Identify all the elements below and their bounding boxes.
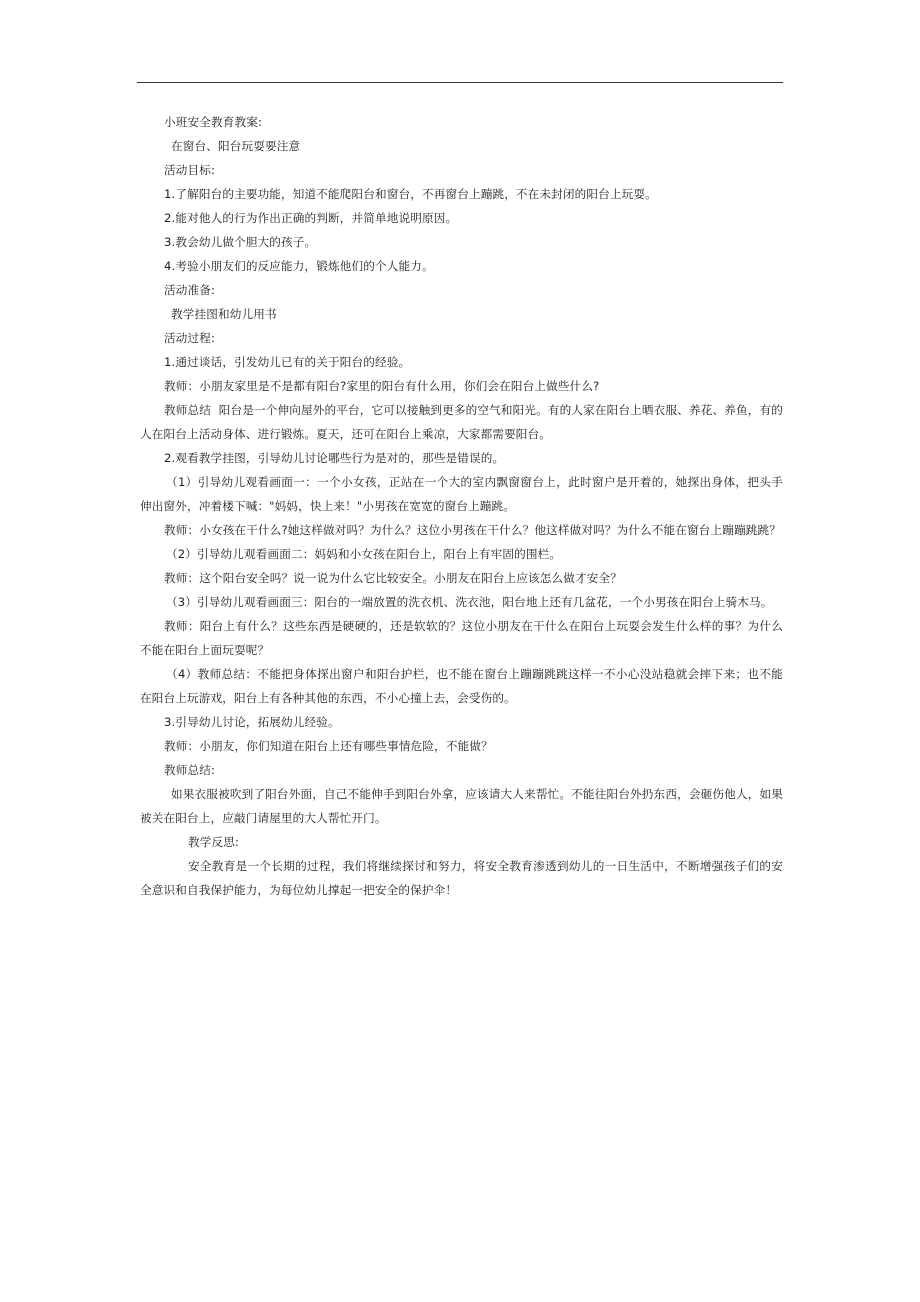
body-paragraph: 教师总结 阳台是一个伸向屋外的平台，它可以接触到更多的空气和阳光。有的人家在阳台上晒衣服、养花、养鱼，有的人在阳台上活动身体、进行锻炼。夏天，还可在阳台上乘凉，大家都需要阳台。 bbox=[140, 403, 783, 441]
header-rule bbox=[137, 82, 783, 83]
goal-item: 1.了解阳台的主要功能，知道不能爬阳台和窗台，不再窗台上蹦跳，不在未封闭的阳台上玩耍。 bbox=[164, 187, 657, 201]
body-paragraph: 教师：阳台上有什么？这些东西是硬硬的，还是软软的？这位小朋友在干什么在阳台上玩耍会发生什么样的事？为什么不能在阳台上面玩耍呢？ bbox=[140, 619, 783, 657]
body-paragraph: （3）引导幼儿观看画面三：阳台的一端放置的洗衣机、洗衣池，阳台地上还有几盆花，一个小男孩在阳台上骑木马。 bbox=[166, 595, 773, 609]
goal-item: 2.能对他人的行为作出正确的判断，并简单地说明原因。 bbox=[164, 211, 458, 225]
body-paragraph: 教师：这个阳台安全吗？说一说为什么它比较安全。小朋友在阳台上应该怎么做才安全？ bbox=[164, 571, 623, 585]
section-heading-summary: 教师总结: bbox=[164, 763, 216, 777]
process-step: 3.引导幼儿讨论，拓展幼儿经验。 bbox=[164, 715, 340, 729]
goal-item: 3.教会幼儿做个胆大的孩子。 bbox=[164, 235, 317, 249]
section-heading-reflection: 教学反思: bbox=[188, 835, 240, 849]
process-step: 2.观看教学挂图，引导幼儿讨论哪些行为是对的，那些是错误的。 bbox=[164, 451, 505, 465]
body-paragraph: （1）引导幼儿观看画面一：一个小女孩，正站在一个大的室内飘窗窗台上，此时窗户是开着的，她探出身体，把头手伸出窗外，冲着楼下喊："妈妈，快上来！"小男孩在宽宽的窗台上蹦跳。 bbox=[140, 475, 783, 513]
body-paragraph: （2）引导幼儿观看画面二：妈妈和小女孩在阳台上，阳台上有牢固的围栏。 bbox=[166, 547, 562, 561]
process-step: 1.通过谈话，引发幼儿已有的关于阳台的经验。 bbox=[164, 355, 411, 369]
section-heading-goals: 活动目标: bbox=[164, 163, 216, 177]
body-paragraph: （4）教师总结：不能把身体探出窗户和阳台护栏，也不能在窗台上蹦蹦跳跳这样一不小心没站稳就会摔下来；也不能在阳台上玩游戏，阳台上有各种其他的东西，不小心撞上去，会受伤的。 bbox=[140, 667, 783, 705]
document-body bbox=[140, 110, 783, 902]
lesson-subtitle: 在窗台、阳台玩耍要注意 bbox=[171, 139, 301, 153]
section-heading-preparation: 活动准备: bbox=[164, 283, 216, 297]
body-paragraph: 教师：小朋友家里是不是都有阳台?家里的阳台有什么用，你们会在阳台上做些什么? bbox=[164, 379, 600, 393]
reflection-paragraph: 安全教育是一个长期的过程，我们将继续探讨和努力，将安全教育渗透到幼儿的一日生活中，不断增强孩子们的安全意识和自我保护能力，为每位幼儿撑起一把安全的保护伞！ bbox=[140, 859, 783, 897]
body-paragraph: 教师：小女孩在干什么?她这样做对吗？为什么？这位小男孩在干什么？他这样做对吗？为什么不能在窗台上蹦蹦跳跳？ bbox=[164, 523, 781, 537]
doc-title: 小班安全教育教案: bbox=[164, 115, 263, 129]
section-heading-process: 活动过程: bbox=[164, 331, 216, 345]
goal-item: 4.考验小朋友们的反应能力，锻炼他们的个人能力。 bbox=[164, 259, 434, 273]
body-paragraph: 教师：小朋友，你们知道在阳台上还有哪些事情危险，不能做？ bbox=[164, 739, 493, 753]
preparation-text: 教学挂图和幼儿用书 bbox=[171, 307, 277, 321]
body-paragraph: 如果衣服被吹到了阳台外面，自己不能伸手到阳台外拿，应该请大人来帮忙。不能往阳台外扔东西，会砸伤他人，如果被关在阳台上，应敲门请屋里的大人帮忙开门。 bbox=[140, 787, 783, 825]
